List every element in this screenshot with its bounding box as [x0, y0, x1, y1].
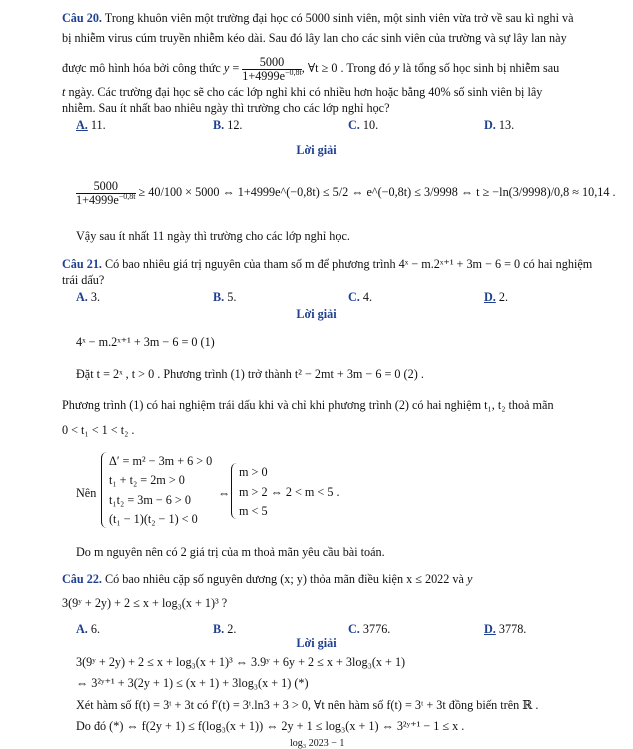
q20-option-c[interactable] — [348, 118, 378, 133]
q21-option-c-text: 4. — [362, 290, 373, 304]
q20-option-a-text: 11. — [90, 118, 106, 132]
q22-option-b[interactable] — [213, 622, 236, 637]
q21-eq1: 4ˣ − m.2ˣ⁺¹ + 3m − 6 = 0 (1) — [76, 335, 215, 349]
q22-step4: Do đó (*) ⇔ f(2y + 1) ≤ f(log₃(x + 1)) ⇔ 2y + 1 ≤ log₃(x + 1) ⇔ 3²ʸ⁺¹ − 1 ≤ x . — [76, 719, 465, 733]
q22-option-d[interactable] — [484, 622, 526, 637]
q21-option-a-label: A. — [76, 290, 88, 304]
q21-line2: trái dấu? — [62, 273, 105, 287]
q20-option-d-text: 13. — [498, 118, 515, 132]
q20-line1 — [62, 11, 574, 26]
q20-line3-mid: , ∀t ≥ 0 . Trong đó — [301, 61, 391, 75]
q22-option-c-text: 3776. — [362, 622, 391, 636]
q20-option-a-label: A. — [76, 118, 88, 132]
q20-option-c-label: C. — [348, 118, 360, 132]
q20-line4-text: ngày. Các trường đại học sẽ cho các lớp nghỉ khi có nhiều hơn hoặc bằng 40% số sinh viên bị lây — [68, 85, 543, 99]
q21-option-b-label: B. — [213, 290, 225, 304]
q22-option-d-label: D. — [484, 622, 496, 636]
q20-line3: được mô hình hóa bởi công thức y = $\frac{5000}{1+4999e^{-0,8t}}$ , ∀t ≥ 0 . Trong đó y là tổng số học sinh bị nhiễm sau — [62, 54, 560, 83]
q20-formula-num: 5000 — [242, 56, 302, 70]
q22-label: Câu 22. — [62, 572, 102, 586]
q21-sys1-row1: Δ′ = m² − 3m + 6 > 0 — [109, 454, 213, 468]
q22-option-b-label: B. — [213, 622, 225, 636]
q20-solution-chain: ≥ 40/100 × 5000 ⇔ 1+4999e^(−0,8t) ≤ 5/2 ⇔ e^(−0,8t) ≤ 3/9998 ⇔ t ≥ −ln(3/9998)/0,8 ≈ 10,14 . — [138, 185, 616, 199]
q21-option-a[interactable] — [76, 290, 100, 305]
q21-condition-line2: 0 < t₁ < 1 < t₂ . — [62, 423, 135, 437]
q22-option-a[interactable] — [76, 622, 100, 637]
q22-option-c-label: C. — [348, 622, 360, 636]
q20-line3-post: là tổng số học sinh bị nhiễm sau — [402, 61, 560, 75]
q21-sys1-row3: t₁t₂ = 3m − 6 > 0 — [109, 493, 191, 507]
q20-line3-pre: được mô hình hóa bởi công thức — [62, 61, 221, 75]
q22-solution-title: Lời giải — [296, 636, 337, 650]
q22-line1-text: Có bao nhiêu cặp số nguyên dương (x; y) thỏa mãn điều kiện x ≤ 2022 và — [105, 572, 464, 586]
q22-option-a-label: A. — [76, 622, 88, 636]
q20-option-b[interactable] — [213, 118, 242, 133]
q21-sys1-row4: (t₁ − 1)(t₂ − 1) < 0 — [109, 512, 198, 526]
q20-option-d[interactable] — [484, 118, 514, 133]
q20-solution-inequality: $\frac{5000}{1+4999e^{-0,8t}}$ ≥ 40/100 × 5000 ⇔ 1+4999e^(−0,8t) ≤ 5/2 ⇔ e^(−0,8t) ≤ 3/9998 ⇔ t ≥ −ln(3/9998)/0,8 ≈ 10,14 . — [76, 178, 616, 207]
q22-step5-cut: log₃ 2023 − 1 — [290, 738, 345, 749]
q20-formula-den: 1+4999e — [242, 68, 285, 83]
q21-line1 — [62, 257, 592, 272]
q21-option-b[interactable] — [213, 290, 236, 305]
q21-line1-text: Có bao nhiêu giá trị nguyên của tham số m để phương trình 4ˣ − m.2ˣ⁺¹ + 3m − 6 = 0 có hai nghiệm — [105, 257, 593, 271]
q20-line4: t ngày. Các trường đại học sẽ cho các lớp nghỉ khi có nhiều hơn hoặc bằng 40% số sinh viên bị lây — [62, 85, 543, 99]
q20-line5: nhiễm. Sau ít nhất bao nhiêu ngày thì trường cho các lớp nghỉ học? — [62, 101, 390, 115]
q22-option-c[interactable] — [348, 622, 390, 637]
q21-option-c-label: C. — [348, 290, 360, 304]
q22-step2: ⇔ 3²ʸ⁺¹ + 3(2y + 1) ≤ (x + 1) + 3log₃(x + 1) (*) — [76, 676, 309, 690]
q21-label: Câu 21. — [62, 257, 102, 271]
q22-option-a-text: 6. — [90, 622, 101, 636]
q20-formula-exp: −0,8t — [285, 67, 302, 77]
q21-option-b-text: 5. — [227, 290, 237, 304]
q21-option-d-label: D. — [484, 290, 496, 304]
q21-equiv-arrow: ⇔ — [218, 486, 231, 500]
q21-solution-title: Lời giải — [296, 307, 337, 321]
q22-option-d-text: 3778. — [498, 622, 527, 636]
q20-option-b-label: B. — [213, 118, 225, 132]
q22-line1: Câu 22. Có bao nhiêu cặp số nguyên dương (x; y) thỏa mãn điều kiện x ≤ 2022 và y — [62, 572, 473, 586]
q20-label: Câu 20. — [62, 11, 102, 25]
q21-option-d[interactable] — [484, 290, 508, 305]
q20-conclusion: Vậy sau ít nhất 11 ngày thì trường cho các lớp nghỉ học. — [76, 229, 350, 243]
q21-nen: Nên — [76, 486, 97, 500]
q20-option-b-text: 12. — [227, 118, 243, 132]
q21-sys1-row2: t₁ + t₂ = 2m > 0 — [109, 473, 185, 487]
q21-sys2-row1: m > 0 — [239, 465, 268, 479]
q21-sys2-row2: m > 2 ⇔ 2 < m < 5 . — [239, 485, 340, 499]
q21-condition-line1: Phương trình (1) có hai nghiệm trái dấu khi và chỉ khi phương trình (2) có hai nghiệm t₁, t₂ thoả mãn — [62, 398, 554, 412]
q20-line1-text: Trong khuôn viên một trường đại học có 5000 sinh viên, một sinh viên vừa trở về sau kì nghỉ và — [104, 11, 574, 25]
q20-solution-title: Lời giải — [296, 143, 337, 157]
q22-option-b-text: 2. — [227, 622, 237, 636]
q22-step1: 3(9ʸ + 2y) + 2 ≤ x + log₃(x + 1)³ ⇔ 3.9ʸ + 6y + 2 ≤ x + 3log₃(x + 1) — [76, 655, 406, 669]
q21-conclusion: Do m nguyên nên có 2 giá trị của m thoả mãn yêu cầu bài toán. — [76, 545, 385, 559]
q21-substitution: Đặt t = 2ˣ , t > 0 . Phương trình (1) trở thành t² − 2mt + 3m − 6 = 0 (2) . — [76, 367, 424, 381]
q21-system-brace-left — [101, 452, 108, 528]
q20-formula — [242, 56, 302, 83]
q21-option-c[interactable] — [348, 290, 372, 305]
q20-option-a[interactable] — [76, 118, 106, 133]
q21-option-a-text: 3. — [90, 290, 101, 304]
q20-option-d-label: D. — [484, 118, 496, 132]
q20-line2: bị nhiễm virus cúm truyền nhiễm kéo dài. Sau đó lây lan cho các sinh viên của trường và sự lây lan này — [62, 31, 567, 45]
q22-step3: Xét hàm số f(t) = 3ᵗ + 3t có f′(t) = 3ᵗ.ln3 + 3 > 0, ∀t nên hàm số f(t) = 3ᵗ + 3t đồng biến trên ℝ . — [76, 698, 539, 712]
q21-option-d-text: 2. — [498, 290, 509, 304]
q21-sys2-row3: m < 5 — [239, 504, 268, 518]
q22-line2: 3(9ʸ + 2y) + 2 ≤ x + log₃(x + 1)³ ? — [62, 596, 228, 610]
q21-system-brace-right — [231, 463, 238, 519]
q20-option-c-text: 10. — [362, 118, 379, 132]
